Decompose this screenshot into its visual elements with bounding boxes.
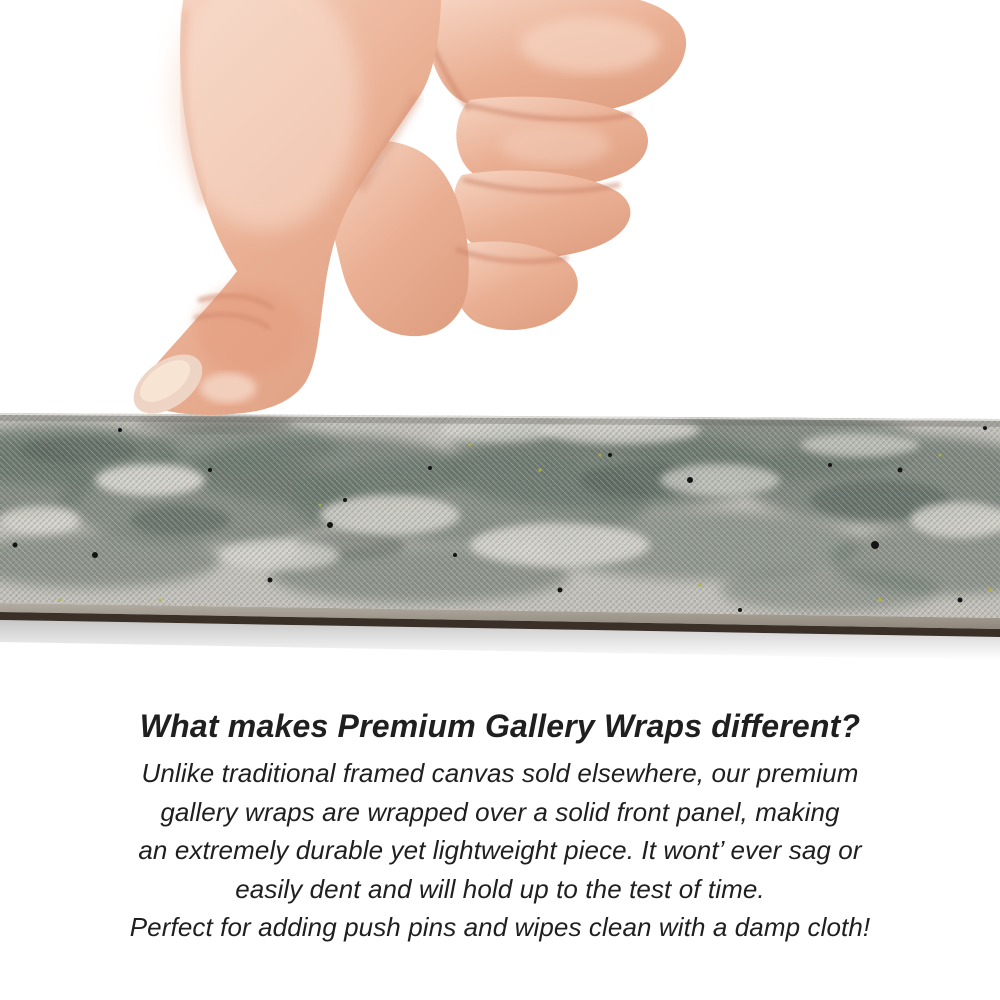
- body-line-1: Unlike traditional framed canvas sold elsewhere, our premium: [141, 758, 859, 788]
- body-line-4: easily dent and will hold up to the test of time.: [235, 873, 765, 904]
- body-line-2: gallery wraps are wrapped over a solid front panel, making: [160, 796, 840, 827]
- canvas-edge-strip: [0, 410, 1000, 660]
- body-line-5: Perfect for adding push pins and wipes clean with a damp cloth!: [129, 912, 871, 942]
- marketing-copy: [0, 704, 1000, 947]
- body-line-3: an extremely durable yet lightweight piece. It wont’ ever sag or: [138, 835, 862, 865]
- headline: What makes Premium Gallery Wraps different?: [139, 708, 861, 744]
- hand-pressing-thumb: [123, 0, 686, 426]
